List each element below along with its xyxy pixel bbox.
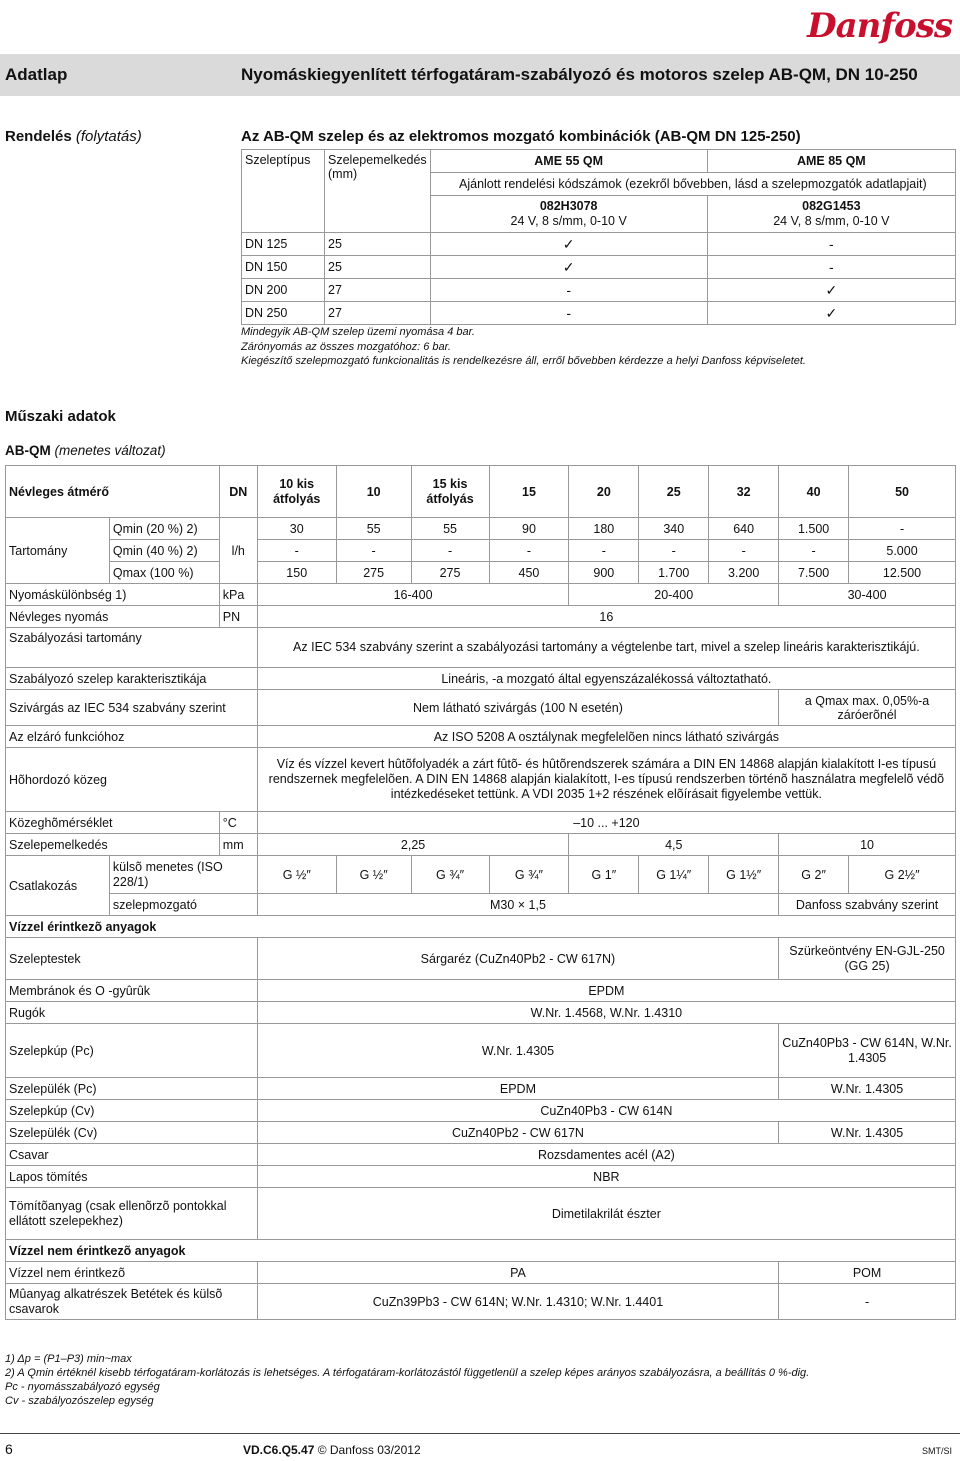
spring-val: W.Nr. 1.4568, W.Nr. 1.4310	[257, 1002, 955, 1024]
row-ame85: ✓	[707, 279, 955, 302]
pn-unit: PN	[219, 606, 257, 628]
footnotes	[5, 1352, 809, 1408]
screw-label: Csavar	[6, 1144, 258, 1166]
conn-act-label: szelepmozgató	[109, 894, 257, 916]
footer-divider	[0, 1433, 960, 1434]
seatpc-a: EPDM	[257, 1078, 778, 1100]
code-cell-1	[430, 196, 707, 233]
screw-val: Rozsdamentes acél (A2)	[257, 1144, 955, 1166]
page-title: Nyomáskiegyenlített térfogatáram-szabályozó és motoros szelep AB-QM, DN 10-250	[241, 65, 918, 84]
dept-code: SMT/SI	[921, 1446, 952, 1456]
row-ame85: -	[707, 233, 955, 256]
seal-label: Tömítõanyag (csak ellenõrzõ pontokkal ellátott szelepekhez)	[6, 1188, 258, 1240]
q100-val-5: 1.700	[639, 562, 709, 584]
code-cell-2	[707, 196, 955, 233]
lift-unit: mm	[219, 834, 257, 856]
row-ame55: ✓	[430, 233, 707, 256]
q40-val-7: -	[779, 540, 849, 562]
leak-val: Nem látható szivárgás (100 N esetén)	[257, 690, 778, 726]
conepc-a: W.Nr. 1.4305	[257, 1024, 778, 1078]
dn-col-0: 10 kis átfolyás	[257, 466, 336, 518]
q20-val-6: 640	[709, 518, 779, 540]
tech-sub: AB-QM	[5, 443, 51, 458]
seatcv-b: W.Nr. 1.4305	[779, 1122, 956, 1144]
q40-val-8: 5.000	[849, 540, 956, 562]
row-lift: 25	[325, 233, 431, 256]
conn-val-7: G 2″	[779, 856, 849, 894]
row-lift: 25	[325, 256, 431, 279]
conn-val-8: G 2½″	[849, 856, 956, 894]
conepc-b: CuZn40Pb3 - CW 614N, W.Nr. 1.4305	[779, 1024, 956, 1078]
q40-val-0: -	[257, 540, 336, 562]
dp-b: 20-400	[569, 584, 779, 606]
char-val: Lineáris, -a mozgató által egyenszázalékossá változtatható.	[257, 668, 955, 690]
leak-val-2: a Qmax max. 0,05%-a záróerõnél	[779, 690, 956, 726]
dn-col-8: 50	[849, 466, 956, 518]
code-2: 082G1453	[802, 199, 861, 213]
table-row	[242, 256, 956, 279]
row-type: DN 150	[242, 256, 325, 279]
q100-val-8: 12.500	[849, 562, 956, 584]
temp-unit: °C	[219, 812, 257, 834]
danfoss-logo: Danfoss	[807, 6, 952, 46]
col-ame85-header: AME 85 QM	[707, 150, 955, 173]
q20-val-4: 180	[569, 518, 639, 540]
q20-val-7: 1.500	[779, 518, 849, 540]
flat-label: Lapos tömítés	[6, 1166, 258, 1188]
dry-a: PA	[257, 1262, 778, 1284]
doc-ref	[243, 1443, 421, 1457]
dn-col-2: 15 kis átfolyás	[411, 466, 489, 518]
dry-label: Vízzel nem érintkezõ	[6, 1262, 258, 1284]
row-lift: 27	[325, 279, 431, 302]
lift-c: 10	[779, 834, 956, 856]
dn-col-6: 32	[709, 466, 779, 518]
body-b: Szürkeöntvény EN-GJL-250 (GG 25)	[779, 938, 956, 980]
order-label-suffix: (folytatás)	[75, 128, 142, 145]
conecv-val: CuZn40Pb3 - CW 614N	[257, 1100, 955, 1122]
table-row	[242, 233, 956, 256]
dp-unit: kPa	[219, 584, 257, 606]
seatpc-label: Szelepülék (Pc)	[6, 1078, 258, 1100]
q100-val-0: 150	[257, 562, 336, 584]
shut-val: Az ISO 5208 A osztálynak megfelelõen nincs látható szivárgás	[257, 726, 955, 748]
lift-label: Szelepemelkedés	[6, 834, 220, 856]
spec-table	[5, 465, 956, 1320]
conn-ext-label: külsõ menetes (ISO 228/1)	[109, 856, 257, 894]
row-ame55: ✓	[430, 256, 707, 279]
lift-a: 2,25	[257, 834, 569, 856]
q100-val-7: 7.500	[779, 562, 849, 584]
table-row	[242, 279, 956, 302]
order-title: Az AB-QM szelep és az elektromos mozgató kombinációk (AB-QM DN 125-250)	[241, 128, 801, 145]
col-ame55-header: AME 55 QM	[430, 150, 707, 173]
tech-subtitle	[5, 443, 166, 458]
code-1-sub: 24 V, 8 s/mm, 0-10 V	[510, 214, 627, 228]
q20-val-8: -	[849, 518, 956, 540]
plastic-a: CuZn39Pb3 - CW 614N; W.Nr. 1.4310; W.Nr. 1.4401	[257, 1284, 778, 1320]
conecv-label: Szelepkúp (Cv)	[6, 1100, 258, 1122]
footnote-1: 1) Δp = (P1–P3) min~max	[5, 1353, 132, 1365]
seatcv-label: Szelepülék (Cv)	[6, 1122, 258, 1144]
char-label: Szabályozó szelep karakterisztikája	[6, 668, 258, 690]
conn-val-6: G 1½″	[709, 856, 779, 894]
row-lift: 27	[325, 302, 431, 325]
medium-label: Hõhordozó közeg	[6, 748, 258, 812]
spring-label: Rugók	[6, 1002, 258, 1024]
row-ame85: -	[707, 256, 955, 279]
doc-type: Adatlap	[5, 65, 68, 84]
conn-val-3: G ¾″	[489, 856, 569, 894]
tech-sub-suffix: (menetes változat)	[54, 443, 166, 458]
tech-title: Műszaki adatok	[5, 408, 116, 425]
pn-val: 16	[257, 606, 955, 628]
table-row	[242, 302, 956, 325]
dn-col-1: 10	[336, 466, 411, 518]
page-number: 6	[5, 1441, 13, 1457]
q20-val-0: 30	[257, 518, 336, 540]
flat-val: NBR	[257, 1166, 955, 1188]
row-type: DN 125	[242, 233, 325, 256]
body-a: Sárgaréz (CuZn40Pb2 - CW 617N)	[257, 938, 778, 980]
q40-val-6: -	[709, 540, 779, 562]
q40-val-4: -	[569, 540, 639, 562]
row-type: DN 200	[242, 279, 325, 302]
row-type: DN 250	[242, 302, 325, 325]
range-label: Tartomány	[6, 518, 110, 584]
conn-val-0: G ½″	[257, 856, 336, 894]
conn-label: Csatlakozás	[6, 856, 110, 916]
plastic-b: -	[779, 1284, 956, 1320]
dn-col-4: 20	[569, 466, 639, 518]
codes-note: Ajánlott rendelési kódszámok (ezekről bővebben, lásd a szelepmozgatók adatlapjait)	[430, 173, 955, 196]
seatcv-a: CuZn40Pb2 - CW 617N	[257, 1122, 778, 1144]
q20-val-3: 90	[489, 518, 569, 540]
conn-val-2: G ¾″	[411, 856, 489, 894]
dn-col-7: 40	[779, 466, 849, 518]
seal-val: Dimetilakrilát észter	[257, 1188, 955, 1240]
footnote-2: 2) A Qmin értéknél kisebb térfogatáram-korlátozás is lehetséges. A térfogatáram-korlátozástól függetlenül a szelep képes arányos szabályozásra, a beállítás 0 %-dig.	[5, 1367, 810, 1379]
pn-label: Névleges nyomás	[6, 606, 220, 628]
order-label: Rendelés	[5, 128, 72, 145]
nominal-label: Névleges átmérő	[6, 466, 220, 518]
q20-val-2: 55	[411, 518, 489, 540]
unit-lh: l/h	[219, 518, 257, 584]
conn-val-5: G 1¼″	[639, 856, 709, 894]
conn-act-a: M30 × 1,5	[257, 894, 778, 916]
q20-label: Qmin (20 %) 2)	[109, 518, 219, 540]
dp-c: 30-400	[779, 584, 956, 606]
temp-label: Közeghõmérséklet	[6, 812, 220, 834]
col-type-header: Szeleptípus	[242, 150, 325, 233]
q20-val-1: 55	[336, 518, 411, 540]
lift-b: 4,5	[569, 834, 779, 856]
q100-val-6: 3.200	[709, 562, 779, 584]
q40-val-1: -	[336, 540, 411, 562]
q40-val-5: -	[639, 540, 709, 562]
dp-a: 16-400	[257, 584, 569, 606]
note-3: Kiegészítő szelepmozgató funkcionalitás is rendelkezésre áll, erről bővebben kérdezze a helyi Danfoss képviseletet.	[241, 355, 806, 367]
col-lift-header: Szelepemelkedés (mm)	[325, 150, 431, 233]
note-2: Zárónyomás az összes mozgatóhoz: 6 bar.	[241, 340, 451, 353]
q100-label: Qmax (100 %)	[109, 562, 219, 584]
copyright: © Danfoss 03/2012	[317, 1443, 421, 1457]
plastic-label: Mûanyag alkatrészek Betétek és külsõ csavarok	[6, 1284, 258, 1320]
order-notes	[241, 325, 806, 369]
code-1: 082H3078	[539, 199, 598, 213]
q100-val-4: 900	[569, 562, 639, 584]
note-1: Mindegyik AB-QM szelep üzemi nyomása 4 bar.	[241, 326, 475, 338]
temp-val: –10 ... +120	[257, 812, 955, 834]
ref-code: VD.C6.Q5.47	[243, 1443, 315, 1457]
row-ame85: ✓	[707, 302, 955, 325]
q100-val-3: 450	[489, 562, 569, 584]
code-2-sub: 24 V, 8 s/mm, 0-10 V	[773, 214, 890, 228]
row-ame55: -	[430, 279, 707, 302]
q100-val-1: 275	[336, 562, 411, 584]
section-order-label	[5, 128, 142, 145]
dry-b: POM	[779, 1262, 956, 1284]
medium-val: Víz és vízzel kevert hûtõfolyadék a zárt fûtõ- és hûtõrendszerek számára a DIN EN 14868 alapján kialakított I-es típusú rendszernek megfelelõen. A DIN EN 14868 alapján kialakított, I-es típusú rendszerben történõ használatra megfelelõ védõ intézkedéseket tettünk. A VDI 2035 1+2 részének elõírásait figyelembe vettük.	[257, 748, 955, 812]
conn-val-1: G ½″	[336, 856, 411, 894]
dn-col-5: 25	[639, 466, 709, 518]
row-ame55: -	[430, 302, 707, 325]
shut-label: Az elzáró funkcióhoz	[6, 726, 258, 748]
dry-title: Vízzel nem érintkezõ anyagok	[6, 1240, 956, 1262]
conn-act-b: Danfoss szabvány szerint	[779, 894, 956, 916]
leak-label: Szivárgás az IEC 534 szabvány szerint	[6, 690, 258, 726]
conepc-label: Szelepkúp (Pc)	[6, 1024, 258, 1078]
dp-label: Nyomáskülönbség 1)	[6, 584, 220, 606]
q20-val-5: 340	[639, 518, 709, 540]
memb-label: Membránok és O -gyûrûk	[6, 980, 258, 1002]
q40-val-2: -	[411, 540, 489, 562]
reg-range-val: Az IEC 534 szabvány szerint a szabályozási tartomány a végtelenbe tart, mivel a szelep lineáris karakterisztikájú.	[257, 628, 955, 668]
footnote-3: Pc - nyomásszabályozó egység	[5, 1381, 160, 1393]
reg-range-label: Szabályozási tartomány	[6, 628, 258, 668]
q100-val-2: 275	[411, 562, 489, 584]
conn-val-4: G 1″	[569, 856, 639, 894]
wet-title: Vízzel érintkezõ anyagok	[6, 916, 956, 938]
body-label: Szeleptestek	[6, 938, 258, 980]
seatpc-b: W.Nr. 1.4305	[779, 1078, 956, 1100]
footnote-4: Cv - szabályozószelep egység	[5, 1395, 154, 1407]
dn-col-3: 15	[489, 466, 569, 518]
dn-label: DN	[219, 466, 257, 518]
memb-val: EPDM	[257, 980, 955, 1002]
q40-val-3: -	[489, 540, 569, 562]
combination-table	[241, 149, 956, 325]
q40-label: Qmin (40 %) 2)	[109, 540, 219, 562]
